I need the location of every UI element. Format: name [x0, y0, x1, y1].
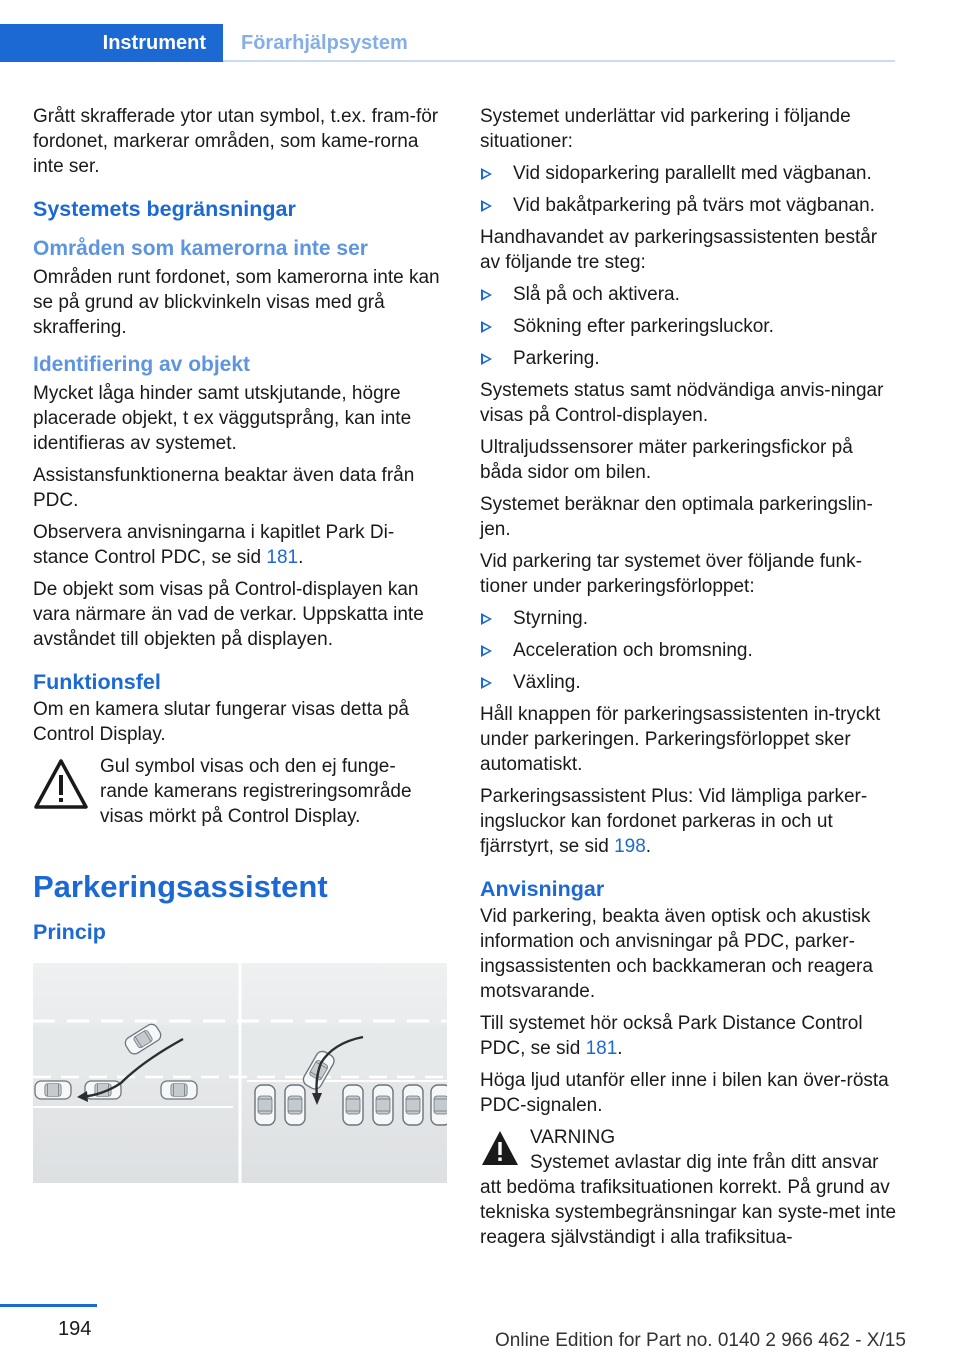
bullet-triangle-icon — [481, 168, 492, 180]
page-link-198[interactable]: 198 — [614, 836, 646, 857]
list-item-text: Slå på och aktivera. — [513, 284, 680, 305]
bullet-triangle-icon — [481, 200, 492, 212]
calc-paragraph: Systemet beräknar den optimala parkeringslin‐jen. — [480, 494, 873, 540]
warning-triangle-icon — [33, 757, 89, 811]
fault-paragraph: Om en kamera slutar fungerar visas detta på Control Display. — [33, 699, 409, 745]
warning-text: att bedöma trafiksituationen korrekt. På grund av tekniska systembegränsningar kan syste‐met inte reagera självständigt i alla trafiksitua‐ — [480, 1177, 897, 1248]
list-item — [480, 282, 900, 307]
notes-paragraph: Vid parkering, beakta även optisk och akustisk information och anvisningar på PDC, parker‐ingsassistenten och backkameran och reagera motsvarande. — [480, 906, 873, 1002]
bullet-triangle-icon — [481, 289, 492, 301]
bullet-triangle-icon — [481, 677, 492, 689]
list-item-text: Vid bakåtparkering på tvärs mot vägbanan. — [513, 195, 875, 216]
list-item — [480, 346, 900, 371]
plus-text-end: . — [645, 836, 652, 857]
heading-malfunction: Funktionsfel — [33, 670, 161, 694]
pdc-paragraph — [480, 1011, 900, 1061]
plus-text: Parkeringsassistent Plus: Vid lämpliga parker‐ingsluckor kan fordonet parkeras in och ut fjärrstyrt, se sid — [480, 786, 868, 857]
right-column — [480, 104, 900, 1250]
bullet-triangle-icon — [481, 645, 492, 657]
list-item — [480, 314, 900, 339]
bullet-triangle-icon — [481, 321, 492, 333]
hold-button-paragraph: Håll knappen för parkeringsassistenten in‐tryckt under parkeringen. Parkeringsförloppet sker automatiskt. — [480, 704, 881, 775]
sensors-paragraph: Ultraljudssensorer mäter parkeringsfickor på båda sidor om bilen. — [480, 437, 853, 483]
page-link-181[interactable]: 181 — [266, 547, 299, 568]
warning-box — [480, 1125, 900, 1250]
list-item — [480, 606, 900, 631]
intro-paragraph: Grått skrafferade ytor utan symbol, t.ex. fram‐för fordonet, markerar områden, som kame‐rorna inte ser. — [33, 106, 439, 177]
tab-instrument[interactable] — [0, 24, 223, 62]
list-item-text: Parkering. — [513, 348, 600, 369]
tab-instrument-label: Instrument — [102, 31, 206, 54]
noise-paragraph: Höga ljud utanför eller inne i bilen kan över‐rösta PDC-signalen. — [480, 1070, 889, 1116]
list-item-text: Styrning. — [513, 608, 588, 629]
header-tabs — [0, 24, 895, 62]
bullet-triangle-icon — [481, 613, 492, 625]
observe-text: Observera anvisningarna i kapitlet Park Di‐stance Control PDC, se sid — [33, 522, 395, 568]
list-item — [480, 161, 900, 186]
list-item — [480, 670, 900, 695]
heading-notes: Anvisningar — [480, 877, 605, 901]
warning-note — [33, 754, 443, 829]
areas-paragraph: Områden runt fordonet, som kamerorna inte kan se på grund av blickvinkeln visas med grå skraffering. — [33, 267, 440, 338]
parking-illustration — [33, 963, 447, 1183]
situations-paragraph: Systemet underlättar vid parkering i följande situationer: — [480, 106, 851, 152]
list-item — [480, 638, 900, 663]
page-link-181[interactable]: 181 — [585, 1038, 618, 1059]
plus-paragraph — [480, 784, 900, 859]
footer-accent-line — [0, 1304, 97, 1307]
list-item — [480, 193, 900, 218]
list-item-text: Acceleration och bromsning. — [513, 640, 753, 661]
heading-parking-assistant: Parkeringsassistent — [33, 869, 328, 904]
steps-paragraph: Handhavandet av parkeringsassistenten består av följande tre steg: — [480, 227, 878, 273]
heading-object-identification: Identifiering av objekt — [33, 353, 251, 376]
warning-text-line1: Systemet avlastar dig inte från ditt ansvar — [530, 1152, 879, 1173]
heading-principle: Princip — [33, 920, 106, 944]
identification-paragraph: Mycket låga hinder samt utskjutande, högre placerade objekt, t ex väggutsprång, kan inte identifieras av systemet. — [33, 383, 412, 454]
objects-paragraph: De objekt som visas på Control-displayen kan vara närmare än vad de verkar. Uppskatta inte avståndet till objekten på displayen. — [33, 579, 424, 650]
status-paragraph: Systemets status samt nödvändiga anvis‐ningar visas på Control-displayen. — [480, 380, 884, 426]
heading-system-limits: Systemets begränsningar — [33, 197, 296, 221]
parking-illustration-image — [33, 963, 447, 1183]
warning-note-text: Gul symbol visas och den ej funge‐rande kamerans registreringsområde visas mörkt på Control Display. — [100, 756, 412, 827]
list-item-text: Vid sidoparkering parallellt med vägbanan. — [513, 163, 872, 184]
footer-edition: Online Edition for Part no. 0140 2 966 462 - X/15 — [495, 1330, 906, 1351]
warning-triangle-icon — [480, 1129, 520, 1169]
list-item-text: Växling. — [513, 672, 581, 693]
page-number: 194 — [58, 1318, 92, 1340]
assist-paragraph: Assistansfunktionerna beaktar även data från PDC. — [33, 465, 415, 511]
pdc-text-end: . — [617, 1038, 623, 1059]
functions-paragraph: Vid parkering tar systemet över följande funk‐tioner under parkeringsförloppet: — [480, 551, 862, 597]
observe-text-end: . — [298, 547, 304, 568]
list-item-text: Sökning efter parkeringsluckor. — [513, 316, 774, 337]
left-column — [33, 104, 443, 1183]
observe-paragraph — [33, 520, 443, 570]
tab-forarhjalpsystem-label: Förarhjälpsystem — [241, 31, 408, 54]
tab-forarhjalpsystem[interactable] — [241, 24, 408, 62]
bullet-triangle-icon — [481, 353, 492, 365]
pdc-text: Till systemet hör också Park Distance Control PDC, se sid — [480, 1013, 863, 1059]
warning-title: VARNING — [530, 1127, 616, 1148]
heading-areas-not-seen: Områden som kamerorna inte ser — [33, 237, 368, 260]
